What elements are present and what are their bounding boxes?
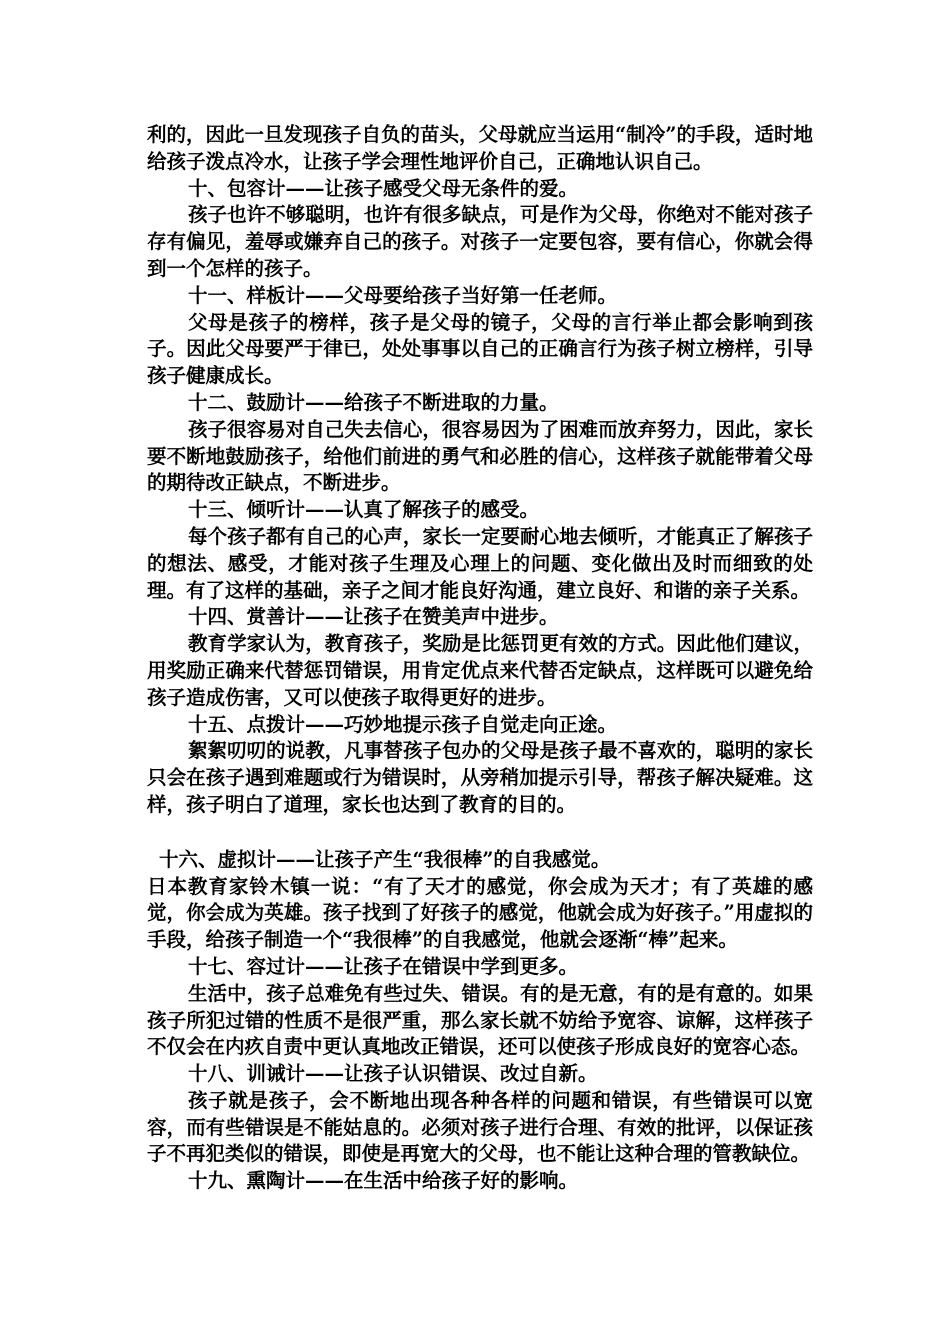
section-heading: 十三、倾听计——认真了解孩子的感受。 [188,498,540,522]
paragraph: 孩子也许不够聪明，也许有很多缺点，可是作为父母，你绝对不能对孩子存有偏见，羞辱或嫌弃自己的孩子。对孩子一定要包容，要有信心，你就会得到一个怎样的孩子。 [147,203,813,280]
section-heading: 十五、点拨计——巧妙地提示孩子自觉走向正途。 [188,712,618,736]
paragraph: 每个孩子都有自己的心声，家长一定要耐心地去倾听，才能真正了解孩子的想法、感受，才能对孩子生理及心理上的问题、变化做出及时而细致的处理。有了这样的基础，亲子之间才能良好沟通，建立良好、和谐的亲子关系。 [147,524,813,602]
paragraph: 日本教育家铃木镇一说：“有了天才的感觉，你会成为天才；有了英雄的感觉，你会成为英雄。孩子找到了好孩子的感觉，他就会成为好孩子。”用虚拟的手段，给孩子制造一个“我很棒”的自我感觉，他就会逐渐“棒”起来。 [147,874,813,952]
section-heading: 十九、熏陶计——在生活中给孩子好的影响。 [188,1169,579,1193]
paragraph: 孩子很容易对自己失去信心，很容易因为了困难而放弃努力，因此，家长要不断地鼓励孩子，给他们前进的勇气和必胜的信心，这样孩子就能带着父母的期待改正缺点，不断进步。 [147,417,813,495]
section-heading: 十七、容过计——让孩子在错误中学到更多。 [188,954,579,978]
section-heading: 十一、样板计——父母要给孩子当好第一任老师。 [188,283,618,307]
section-heading: 十四、赏善计——让孩子在赞美声中进步。 [188,605,559,629]
paragraph: 利的，因此一旦发现孩子自负的苗头，父母就应当运用“制冷”的手段，适时地给孩子泼点冷水，让孩子学会理性地评价自己，正确地认识自己。 [147,123,813,173]
paragraph: 生活中，孩子总难免有些过失、错误。有的是无意，有的是有意的。如果孩子所犯过错的性质不是很严重，那么家长就不妨给予宽容、谅解，这样孩子不仅会在内疚自责中更认真地改正错误，还可以使孩子形成良好的宽容心态。 [147,981,813,1059]
document-body [147,122,813,1195]
paragraph: 絮絮叨叨的说教，凡事替孩子包办的父母是孩子最不喜欢的，聪明的家长只会在孩子遇到难题或行为错误时，从旁稍加提示引导，帮孩子解决疑难。这样，孩子明白了道理，家长也达到了教育的目的。 [147,739,813,816]
section-heading: 十、包容计——让孩子感受父母无条件的爱。 [188,176,579,200]
paragraph: 孩子就是孩子，会不断地出现各种各样的问题和错误，有些错误可以宽容，而有些错误是不能姑息的。必须对孩子进行合理、有效的批评，以保证孩子不再犯类似的错误，即使是再宽大的父母，也不能让这种合理的管教缺位。 [147,1088,813,1166]
section-heading: 十六、虚拟计——让孩子产生“我很棒”的自我感觉。 [159,847,611,871]
blank-line [147,819,813,847]
paragraph: 父母是孩子的榜样，孩子是父母的镜子，父母的言行举止都会影响到孩子。因此父母要严于律已，处处事事以自己的正确言行为孩子树立榜样，引导孩子健康成长。 [147,310,813,388]
paragraph: 教育学家认为，教育孩子，奖励是比惩罚更有效的方式。因此他们建议，用奖励正确来代替惩罚错误，用肯定优点来代替否定缺点，这样既可以避免给孩子造成伤害，又可以使孩子取得更好的进步。 [147,632,813,709]
section-heading: 十二、鼓励计——给孩子不断进取的力量。 [188,390,559,414]
section-heading: 十八、训诫计——让孩子认识错误、改过自新。 [188,1062,598,1086]
